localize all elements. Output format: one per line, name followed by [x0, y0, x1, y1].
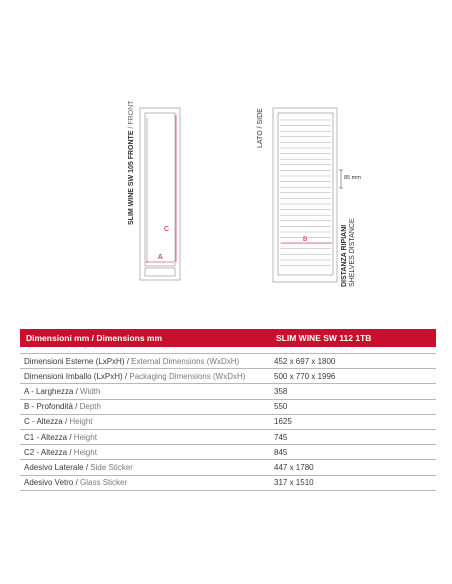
- row-label-it: Dimensioni Esterne (LxPxH) /: [24, 356, 132, 366]
- side-inner-frame: [278, 113, 333, 275]
- shelves-distance-en: SHELVES DISTANCE: [349, 218, 356, 287]
- table-row: [20, 476, 436, 491]
- side-view-label: LATO / SIDE: [257, 108, 264, 148]
- row-label-en: Height: [69, 417, 93, 427]
- front-glass-door: [145, 113, 175, 266]
- row-label-it: B - Profondità /: [24, 402, 80, 412]
- row-label: [20, 402, 274, 411]
- table-row: [20, 430, 436, 445]
- row-label: [20, 463, 274, 472]
- front-base: [145, 268, 175, 276]
- row-label-it: Dimensioni Imballo (LxPxH) /: [24, 371, 130, 381]
- row-label: [20, 417, 274, 426]
- table-row: [20, 384, 436, 399]
- table-row: [20, 400, 436, 415]
- marker-b: B: [303, 236, 308, 243]
- row-label-it: Adesivo Vetro /: [24, 478, 81, 488]
- row-label: [20, 448, 274, 457]
- marker-c: C: [164, 226, 170, 233]
- row-value: 317 x 1510: [274, 478, 314, 488]
- table-row: [20, 415, 436, 430]
- row-label-it: A - Larghezza /: [24, 386, 81, 396]
- header-dimensions: Dimensioni mm / Dimensions mm: [26, 333, 163, 343]
- shelves-distance-it: DISTANZA RIPIANI: [341, 224, 348, 287]
- table-row: [20, 369, 436, 384]
- row-label-it: Adesivo Laterale /: [24, 462, 91, 472]
- row-label: [20, 372, 274, 381]
- row-value: 745: [274, 432, 288, 442]
- row-label: [20, 387, 274, 396]
- front-label-light: / FRONT: [128, 100, 135, 131]
- row-label-en: Depth: [79, 402, 101, 412]
- row-label-en: Packaging Dimensions (WxDxH): [129, 371, 246, 381]
- row-value: 845: [274, 447, 288, 457]
- row-label-it: C2 - Altezza /: [24, 447, 74, 457]
- shelf-distance-bracket: [339, 170, 343, 188]
- side-shelves: [280, 120, 331, 266]
- row-label-en: Width: [80, 386, 101, 396]
- table-spacer: [20, 347, 436, 354]
- shelves-distance-label: [341, 218, 357, 287]
- marker-a: A: [158, 254, 163, 261]
- side-outer-frame: [273, 108, 337, 282]
- row-label: [20, 478, 274, 487]
- header-model: SLIM WINE SW 112 1TB: [276, 333, 372, 343]
- row-value: 1625: [274, 417, 292, 427]
- row-value: 500 x 770 x 1996: [274, 371, 336, 381]
- table-row: [20, 354, 436, 369]
- front-dimension-markers: [146, 115, 176, 262]
- row-label-en: Glass Sticker: [80, 478, 128, 488]
- row-label-en: Height: [73, 447, 97, 457]
- row-value: 358: [274, 386, 288, 396]
- row-label-en: External Dimensions (WxDxH): [131, 356, 240, 366]
- row-label-en: Height: [73, 432, 97, 442]
- row-label: [20, 433, 274, 442]
- front-label-bold: SLIM WINE SW 105 FRONTE: [128, 130, 135, 225]
- table-row: [20, 460, 436, 475]
- dimensions-table: [20, 329, 436, 491]
- table-row: [20, 445, 436, 460]
- row-value: 452 x 697 x 1800: [274, 356, 336, 366]
- row-label-en: Side Sticker: [90, 462, 133, 472]
- row-label-it: C - Altezza /: [24, 417, 70, 427]
- row-value: 447 x 1780: [274, 462, 314, 472]
- table-body: [20, 354, 436, 491]
- row-label-it: C1 - Altezza /: [24, 432, 74, 442]
- shelf-distance-value: 85 mm: [344, 175, 361, 181]
- side-view-drawing: [273, 108, 337, 282]
- table-header: [20, 329, 436, 347]
- row-label: [20, 357, 274, 366]
- front-view-label: [128, 101, 135, 225]
- row-value: 550: [274, 402, 288, 412]
